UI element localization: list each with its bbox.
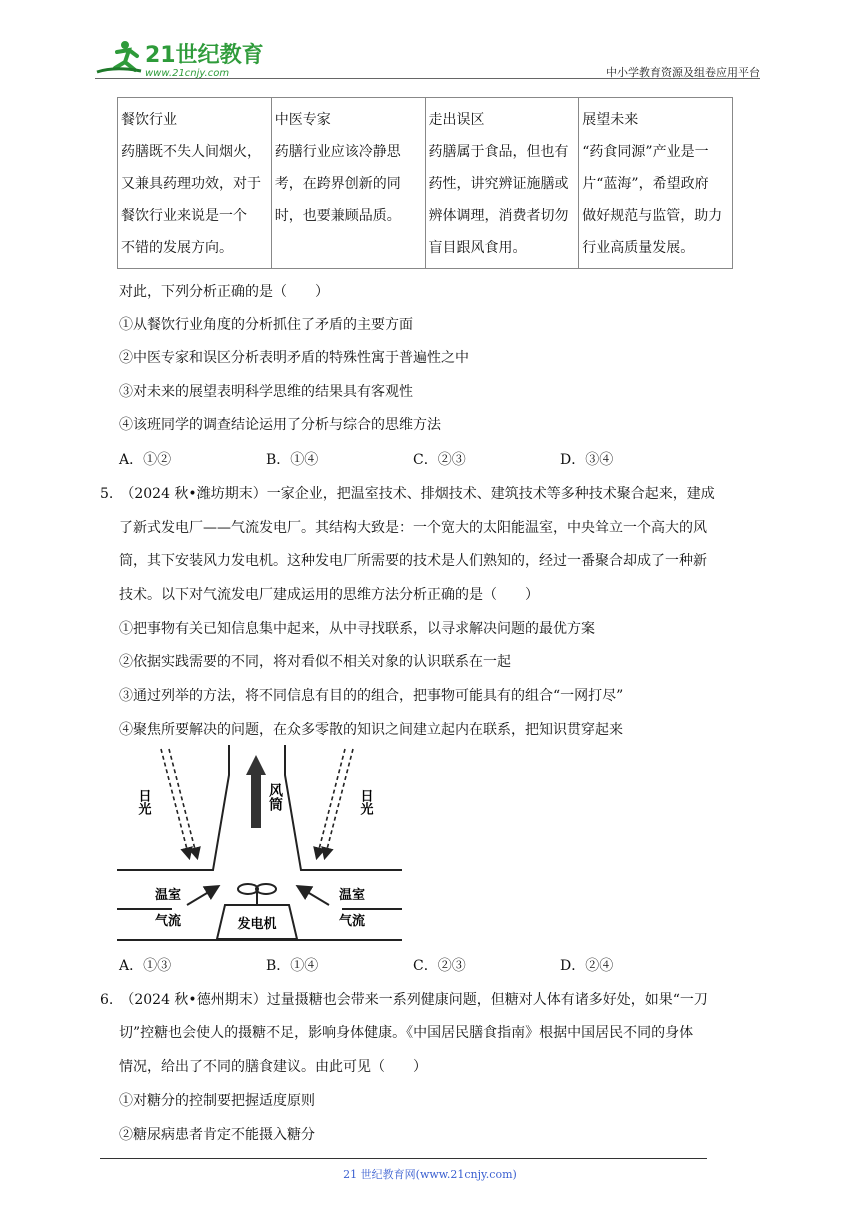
footer-link[interactable]: 21 世纪教育网(www.21cnjy.com) [343,1168,517,1181]
table-cell-future: 展望未来 “药食同源”产业是一 片“蓝海”，希望政府 做好规范与监管，助力 行业高质量发展。 [579,98,733,269]
updraft-arrow-head [246,755,266,775]
q4-option-d[interactable]: D．③④ [560,452,614,468]
cell-title: 餐饮行业 [121,112,177,128]
q6-stem-line-2: 切”控糖也会使人的摄糖不足，影响身体健康。《中国居民膳食指南》根据中国居民不同的身体 [119,1025,694,1041]
q5-stem-line-1: 5. （2024 秋•潍坊期末）一家企业，把温室技术、排烟技术、建筑技术等多种技术聚合起来，建成 [100,486,715,502]
airflow-power-plant-diagram [117,745,405,945]
chimney-right-wall [285,745,402,870]
sun-ray-right-1 [325,749,353,857]
q5-option-d[interactable]: D．②④ [560,958,614,974]
q5-option-a[interactable]: A．①③ [119,958,172,974]
q6-item-2: ②糖尿病患者肯定不能摄入糖分 [119,1127,315,1143]
sun-ray-right-2 [317,749,345,857]
q5-item-3: ③通过列举的方法，将不同信息有目的的组合，把事物可能具有的组合“一网打尽” [119,688,624,704]
q5-stem-line-4: 技术。以下对气流发电厂建成运用的思维方法分析正确的是（ ） [119,587,539,603]
q6-stem-line-3: 情况，给出了不同的膳食建议。由此可见（ ） [119,1059,427,1075]
q6-stem-line-1: 6. （2024 秋•德州期末）过量摄糖也会带来一系列健康问题，但糖对人体有诸多好处，如果“一刀 [100,992,708,1008]
label-greenhouse-left: 温室 [155,888,182,903]
q4-item-3: ③对未来的展望表明科学思维的结果具有客观性 [119,384,413,400]
cell-title: 展望未来 [582,112,639,128]
q5-item-2: ②依据实践需要的不同，将对看似不相关对象的认识联系在一起 [119,654,511,670]
q4-option-b[interactable]: B．①④ [266,452,319,468]
updraft-arrow-shaft [251,773,261,828]
q5-stem-line-3: 筒，其下安装风力发电机。这种发电厂所需要的技术是人们熟知的，经过一番聚合却成了一种新 [119,553,707,569]
airflow-arrow-left [187,887,217,905]
q4-option-a[interactable]: A．①② [119,452,172,468]
q5-option-c[interactable]: C．②③ [413,958,466,974]
q5-option-b[interactable]: B．①④ [266,958,319,974]
q5-item-4: ④聚焦所要解决的问题，在众多零散的知识之间建立起内在联系，把知识贯穿起来 [119,722,623,738]
header-divider [95,78,760,79]
airflow-arrow-right [299,887,329,905]
label-airflow-right: 气流 [339,914,366,929]
q4-item-4: ④该班同学的调查结论运用了分析与综合的思维方法 [119,417,441,433]
q4-item-1: ①从餐饮行业角度的分析抓住了矛盾的主要方面 [119,317,413,333]
platform-name: 中小学教育资源及组卷应用平台 [606,66,760,79]
q6-item-1: ①对糖分的控制要把握适度原则 [119,1093,315,1109]
footer-divider [100,1158,707,1159]
q4-stem: 对此，下列分析正确的是（ ） [119,284,329,300]
logo-url: www.21cnjy.com [145,68,230,79]
label-generator: 发电机 [237,917,277,932]
label-greenhouse-right: 温室 [339,888,366,903]
page-header [95,38,760,80]
survey-table [117,97,733,269]
logo-text: 21世纪教育 [145,43,264,68]
cell-title: 中医专家 [274,112,331,128]
runner-icon [97,41,141,72]
table-cell-expert: 中医专家 药膳行业应该冷静思 考，在跨界创新的同 时，也要兼顾品质。 [271,98,425,269]
label-sun-right: 日光 [357,789,373,815]
q5-item-1: ①把事物有关已知信息集中起来，从中寻找联系，以寻求解决问题的最优方案 [119,621,595,637]
q5-stem-line-2: 了新式发电厂——气流发电厂。其结构大致是：一个宽大的太阳能温室，中央耸立一个高大的风 [119,520,707,536]
label-airflow-left: 气流 [155,914,182,929]
label-sun-left: 日光 [135,789,151,815]
label-chimney: 风筒 [267,783,283,811]
cell-title: 走出误区 [428,112,485,128]
q4-option-c[interactable]: C．②③ [413,452,466,468]
logo [95,38,295,80]
turbine-icon [238,884,276,905]
q4-item-2: ②中医专家和误区分析表明矛盾的特殊性寓于普遍性之中 [119,350,469,366]
table-cell-catering: 餐饮行业 药膳既不失人间烟火， 又兼具药理功效，对于 餐饮行业来说是一个 不错的发展方向。 [118,98,272,269]
sun-ray-left-1 [161,749,189,857]
table-cell-misconception: 走出误区 药膳属于食品，但也有 药性，讲究辨证施膳或 辨体调理，消费者切勿 盲目跟风食用。 [425,98,579,269]
sun-ray-left-2 [169,749,197,857]
